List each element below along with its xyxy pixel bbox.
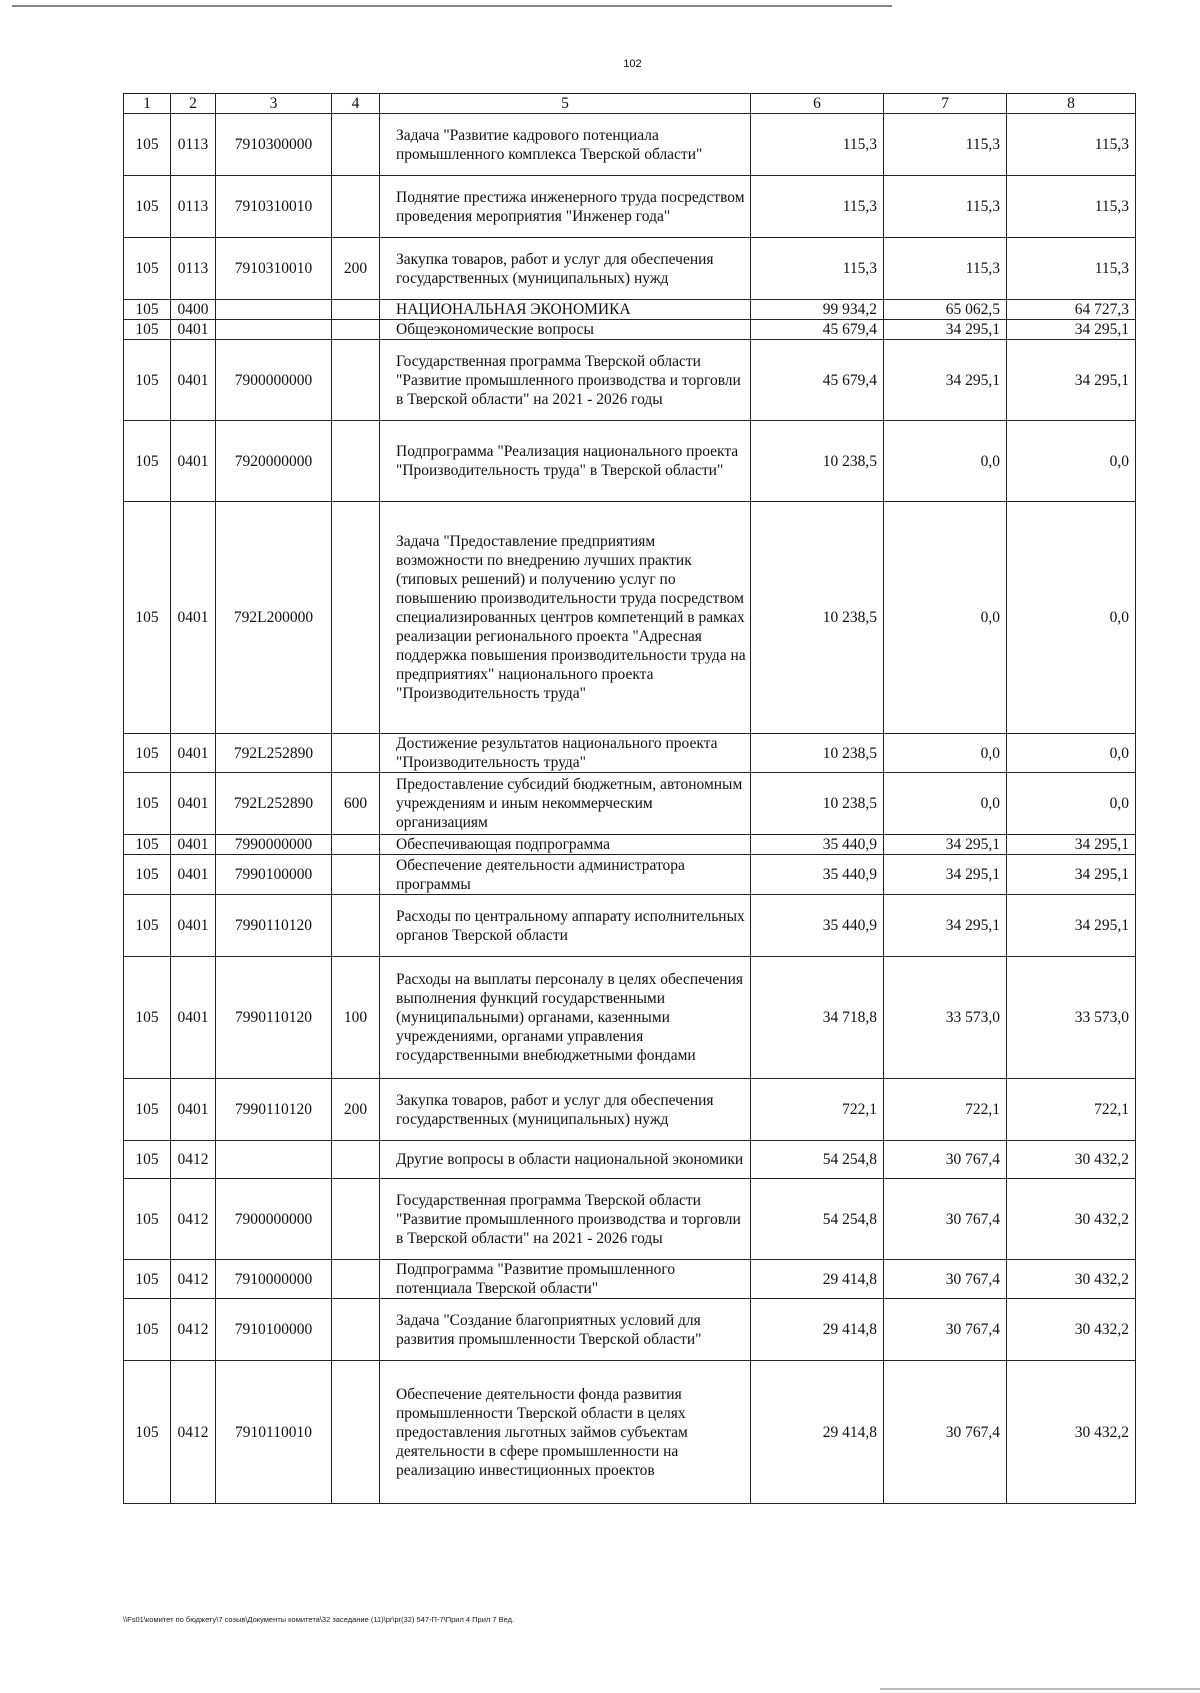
code-expense-type-cell: [332, 176, 380, 238]
code-target-cell: 7910310010: [216, 176, 332, 238]
table-row: [124, 300, 1136, 320]
table-row: [124, 1361, 1136, 1504]
amount-col7-cell: 34 295,1: [884, 855, 1007, 895]
code-expense-type-cell: [332, 340, 380, 421]
code-section-cell: 0401: [171, 734, 216, 773]
amount-col7-cell: 30 767,4: [884, 1361, 1007, 1504]
code-expense-type-cell: [332, 895, 380, 957]
table-row: [124, 1141, 1136, 1179]
code-target-cell: 7910310010: [216, 238, 332, 300]
item-name-cell: Подпрограмма "Реализация национального проекта "Производительность труда" в Тверской области": [380, 421, 751, 502]
code-target-cell: 7900000000: [216, 340, 332, 421]
code-chapter-cell: 105: [124, 1141, 171, 1179]
code-chapter-cell: 105: [124, 320, 171, 340]
code-expense-type-cell: 600: [332, 773, 380, 835]
item-name-cell: Государственная программа Тверской области "Развитие промышленного производства и торговли в Тверской области" на 2021 - 2026 годы: [380, 1179, 751, 1260]
item-name-cell: Обеспечение деятельности администратора программы: [380, 855, 751, 895]
amount-col8-cell: 64 727,3: [1007, 300, 1136, 320]
table-row: [124, 1299, 1136, 1361]
code-target-cell: 7990110120: [216, 1079, 332, 1141]
item-name-cell: Другие вопросы в области национальной экономики: [380, 1141, 751, 1179]
item-name-cell: Общеэкономические вопросы: [380, 320, 751, 340]
code-expense-type-cell: [332, 855, 380, 895]
code-section-cell: 0412: [171, 1179, 216, 1260]
table-row: [124, 773, 1136, 835]
amount-col7-cell: 33 573,0: [884, 957, 1007, 1079]
amount-col8-cell: 33 573,0: [1007, 957, 1136, 1079]
header-cell: 3: [216, 94, 332, 114]
amount-col7-cell: 34 295,1: [884, 320, 1007, 340]
code-target-cell: [216, 320, 332, 340]
code-target-cell: 7910300000: [216, 114, 332, 176]
amount-col6-cell: 10 238,5: [751, 502, 884, 734]
code-chapter-cell: 105: [124, 114, 171, 176]
header-cell: 1: [124, 94, 171, 114]
code-chapter-cell: 105: [124, 1079, 171, 1141]
code-expense-type-cell: [332, 1361, 380, 1504]
table-row: [124, 734, 1136, 773]
code-target-cell: 7990000000: [216, 835, 332, 855]
table-row: [124, 1260, 1136, 1299]
header-cell: 4: [332, 94, 380, 114]
code-section-cell: 0412: [171, 1260, 216, 1299]
code-section-cell: 0401: [171, 421, 216, 502]
amount-col8-cell: 0,0: [1007, 773, 1136, 835]
amount-col8-cell: 34 295,1: [1007, 855, 1136, 895]
amount-col7-cell: 115,3: [884, 238, 1007, 300]
item-name-cell: НАЦИОНАЛЬНАЯ ЭКОНОМИКА: [380, 300, 751, 320]
amount-col8-cell: 34 295,1: [1007, 320, 1136, 340]
code-section-cell: 0401: [171, 502, 216, 734]
code-section-cell: 0401: [171, 340, 216, 421]
amount-col8-cell: 30 432,2: [1007, 1260, 1136, 1299]
item-name-cell: Расходы по центральному аппарату исполнительных органов Тверской области: [380, 895, 751, 957]
amount-col6-cell: 54 254,8: [751, 1141, 884, 1179]
table-row: [124, 340, 1136, 421]
item-name-cell: Закупка товаров, работ и услуг для обеспечения государственных (муниципальных) нужд: [380, 238, 751, 300]
amount-col6-cell: 115,3: [751, 114, 884, 176]
amount-col8-cell: 34 295,1: [1007, 895, 1136, 957]
amount-col6-cell: 54 254,8: [751, 1179, 884, 1260]
code-chapter-cell: 105: [124, 895, 171, 957]
amount-col8-cell: 30 432,2: [1007, 1141, 1136, 1179]
item-name-cell: Обеспечивающая подпрограмма: [380, 835, 751, 855]
code-target-cell: 7910100000: [216, 1299, 332, 1361]
code-target-cell: 7990100000: [216, 855, 332, 895]
amount-col7-cell: 65 062,5: [884, 300, 1007, 320]
code-chapter-cell: 105: [124, 1361, 171, 1504]
amount-col6-cell: 10 238,5: [751, 773, 884, 835]
table-row: [124, 421, 1136, 502]
table-row: [124, 855, 1136, 895]
item-name-cell: Поднятие престижа инженерного труда посредством проведения мероприятия "Инженер года": [380, 176, 751, 238]
code-expense-type-cell: 200: [332, 238, 380, 300]
item-name-cell: Предоставление субсидий бюджетным, автономным учреждениям и иным некоммерческим организациям: [380, 773, 751, 835]
amount-col7-cell: 115,3: [884, 176, 1007, 238]
code-target-cell: 7990110120: [216, 957, 332, 1079]
amount-col7-cell: 0,0: [884, 734, 1007, 773]
code-expense-type-cell: [332, 1141, 380, 1179]
code-expense-type-cell: [332, 734, 380, 773]
table-row: [124, 114, 1136, 176]
code-section-cell: 0401: [171, 320, 216, 340]
code-section-cell: 0401: [171, 895, 216, 957]
header-cell: 5: [380, 94, 751, 114]
table-row: [124, 238, 1136, 300]
code-section-cell: 0113: [171, 238, 216, 300]
amount-col6-cell: 35 440,9: [751, 855, 884, 895]
code-expense-type-cell: 100: [332, 957, 380, 1079]
code-section-cell: 0412: [171, 1141, 216, 1179]
code-chapter-cell: 105: [124, 340, 171, 421]
item-name-cell: Задача "Развитие кадрового потенциала промышленного комплекса Тверской области": [380, 114, 751, 176]
amount-col7-cell: 30 767,4: [884, 1141, 1007, 1179]
amount-col6-cell: 45 679,4: [751, 340, 884, 421]
table-row: [124, 835, 1136, 855]
item-name-cell: Задача "Предоставление предприятиям возможности по внедрению лучших практик (типовых решений) и получению услуг по повышению производительности труда посредством специализированных центров компетенций в рамках реализации регионального проекта "Адресная поддержка повышения производительности труда на предприятиях" национального проекта "Производительность труда": [380, 502, 751, 734]
item-name-cell: Государственная программа Тверской области "Развитие промышленного производства и торговли в Тверской области" на 2021 - 2026 годы: [380, 340, 751, 421]
amount-col6-cell: 115,3: [751, 176, 884, 238]
code-chapter-cell: 105: [124, 176, 171, 238]
amount-col6-cell: 45 679,4: [751, 320, 884, 340]
code-chapter-cell: 105: [124, 855, 171, 895]
amount-col6-cell: 722,1: [751, 1079, 884, 1141]
code-chapter-cell: 105: [124, 734, 171, 773]
code-expense-type-cell: [332, 1299, 380, 1361]
header-cell: 8: [1007, 94, 1136, 114]
code-expense-type-cell: 200: [332, 1079, 380, 1141]
table-row: [124, 895, 1136, 957]
code-section-cell: 0412: [171, 1299, 216, 1361]
amount-col7-cell: 30 767,4: [884, 1299, 1007, 1361]
amount-col7-cell: 34 295,1: [884, 340, 1007, 421]
amount-col8-cell: 115,3: [1007, 238, 1136, 300]
code-section-cell: 0401: [171, 835, 216, 855]
amount-col8-cell: 0,0: [1007, 502, 1136, 734]
code-target-cell: 792L200000: [216, 502, 332, 734]
amount-col7-cell: 34 295,1: [884, 835, 1007, 855]
code-expense-type-cell: [332, 502, 380, 734]
code-expense-type-cell: [332, 114, 380, 176]
code-chapter-cell: 105: [124, 1299, 171, 1361]
amount-col7-cell: 30 767,4: [884, 1179, 1007, 1260]
code-chapter-cell: 105: [124, 421, 171, 502]
header-cell: 6: [751, 94, 884, 114]
code-chapter-cell: 105: [124, 238, 171, 300]
footer-file-path: \\Fs01\комитет по бюджету\7 созыв\Документы комитета\32 заседание (11)\pr\pr(32) 547-П-7\Прил 4 Прил 7 Вед.: [123, 1615, 515, 1624]
code-target-cell: [216, 300, 332, 320]
table-row: [124, 1079, 1136, 1141]
table-row: [124, 320, 1136, 340]
amount-col8-cell: 34 295,1: [1007, 340, 1136, 421]
amount-col7-cell: 30 767,4: [884, 1260, 1007, 1299]
item-name-cell: Расходы на выплаты персоналу в целях обеспечения выполнения функций государственными (муниципальными) органами, казенными учреждениями, органами управления государственными внебюджетными фондами: [380, 957, 751, 1079]
code-section-cell: 0401: [171, 1079, 216, 1141]
budget-table: [123, 93, 1136, 1504]
header-row: [124, 94, 1136, 114]
code-section-cell: 0401: [171, 957, 216, 1079]
header-cell: 7: [884, 94, 1007, 114]
item-name-cell: Достижение результатов национального проекта "Производительность труда": [380, 734, 751, 773]
code-expense-type-cell: [332, 421, 380, 502]
amount-col7-cell: 0,0: [884, 773, 1007, 835]
table-row: [124, 957, 1136, 1079]
code-target-cell: 7900000000: [216, 1179, 332, 1260]
code-target-cell: 792L252890: [216, 773, 332, 835]
amount-col8-cell: 30 432,2: [1007, 1299, 1136, 1361]
code-expense-type-cell: [332, 1260, 380, 1299]
code-expense-type-cell: [332, 1179, 380, 1260]
item-name-cell: Обеспечение деятельности фонда развития промышленности Тверской области в целях предоставления льготных займов субъектам деятельности в сфере промышленности на реализацию инвестиционных проектов: [380, 1361, 751, 1504]
amount-col8-cell: 115,3: [1007, 176, 1136, 238]
code-target-cell: 7910110010: [216, 1361, 332, 1504]
code-section-cell: 0412: [171, 1361, 216, 1504]
code-target-cell: 7910000000: [216, 1260, 332, 1299]
amount-col8-cell: 115,3: [1007, 114, 1136, 176]
code-chapter-cell: 105: [124, 957, 171, 1079]
item-name-cell: Задача "Создание благоприятных условий для развития промышленности Тверской области": [380, 1299, 751, 1361]
amount-col6-cell: 99 934,2: [751, 300, 884, 320]
code-target-cell: 7990110120: [216, 895, 332, 957]
item-name-cell: Закупка товаров, работ и услуг для обеспечения государственных (муниципальных) нужд: [380, 1079, 751, 1141]
amount-col7-cell: 0,0: [884, 502, 1007, 734]
page-number: 102: [623, 58, 642, 70]
code-target-cell: 792L252890: [216, 734, 332, 773]
code-chapter-cell: 105: [124, 1179, 171, 1260]
code-chapter-cell: 105: [124, 835, 171, 855]
amount-col6-cell: 29 414,8: [751, 1361, 884, 1504]
amount-col8-cell: 30 432,2: [1007, 1179, 1136, 1260]
table-row: [124, 502, 1136, 734]
table-body: [124, 114, 1136, 1504]
amount-col6-cell: 10 238,5: [751, 734, 884, 773]
code-expense-type-cell: [332, 835, 380, 855]
amount-col6-cell: 10 238,5: [751, 421, 884, 502]
code-expense-type-cell: [332, 320, 380, 340]
amount-col6-cell: 35 440,9: [751, 835, 884, 855]
code-expense-type-cell: [332, 300, 380, 320]
table-row: [124, 1179, 1136, 1260]
amount-col8-cell: 0,0: [1007, 421, 1136, 502]
amount-col8-cell: 30 432,2: [1007, 1361, 1136, 1504]
code-chapter-cell: 105: [124, 773, 171, 835]
amount-col6-cell: 35 440,9: [751, 895, 884, 957]
code-section-cell: 0401: [171, 773, 216, 835]
header-cell: 2: [171, 94, 216, 114]
code-chapter-cell: 105: [124, 300, 171, 320]
scan-bottom-border: [880, 1688, 1200, 1690]
table-row: [124, 176, 1136, 238]
scan-top-border: [12, 5, 892, 7]
amount-col7-cell: 0,0: [884, 421, 1007, 502]
amount-col6-cell: 29 414,8: [751, 1299, 884, 1361]
code-section-cell: 0401: [171, 855, 216, 895]
code-section-cell: 0113: [171, 176, 216, 238]
amount-col7-cell: 34 295,1: [884, 895, 1007, 957]
code-chapter-cell: 105: [124, 1260, 171, 1299]
code-section-cell: 0113: [171, 114, 216, 176]
code-chapter-cell: 105: [124, 502, 171, 734]
code-target-cell: [216, 1141, 332, 1179]
amount-col8-cell: 0,0: [1007, 734, 1136, 773]
amount-col8-cell: 722,1: [1007, 1079, 1136, 1141]
code-section-cell: 0400: [171, 300, 216, 320]
amount-col7-cell: 115,3: [884, 114, 1007, 176]
amount-col8-cell: 34 295,1: [1007, 835, 1136, 855]
amount-col6-cell: 29 414,8: [751, 1260, 884, 1299]
amount-col6-cell: 115,3: [751, 238, 884, 300]
amount-col7-cell: 722,1: [884, 1079, 1007, 1141]
amount-col6-cell: 34 718,8: [751, 957, 884, 1079]
item-name-cell: Подпрограмма "Развитие промышленного потенциала Тверской области": [380, 1260, 751, 1299]
code-target-cell: 7920000000: [216, 421, 332, 502]
